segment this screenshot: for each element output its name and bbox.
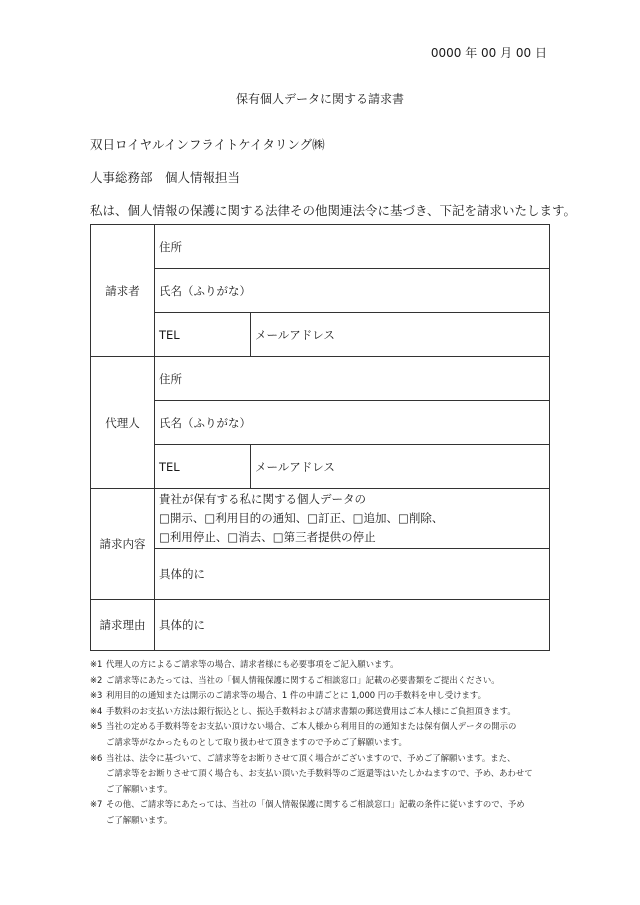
- requester-section-label: 請求者: [91, 225, 155, 357]
- request-options-line-3[interactable]: □利用停止、□消去、□第三者提供の停止: [159, 530, 376, 544]
- reason-section-label: 請求理由: [91, 600, 155, 651]
- request-details-field[interactable]: 具体的に: [155, 549, 550, 600]
- request-options-cell[interactable]: [155, 489, 550, 549]
- note-line: 手数料のお支払い方法は銀行振込とし、振込手数料および請求書類の郵送費用はご本人様にご負担頂きます。: [106, 705, 516, 716]
- note-mark: ※5: [90, 721, 103, 732]
- reason-details-field[interactable]: 具体的に: [155, 600, 550, 651]
- note-mark: ※2: [90, 674, 103, 685]
- note-line: ご請求等をお断りさせて頂く場合も、お支払い頂いた手数料等のご返還等はいたしかねますので、予め、あわせて: [106, 768, 533, 779]
- request-form-table: [90, 224, 550, 651]
- note-item: [90, 688, 560, 704]
- note-mark: ※4: [90, 705, 103, 716]
- note-item: [90, 797, 560, 828]
- note-line: 当社の定める手数料等をお支払い頂けない場合、ご本人様から利用目的の通知または保有個人データの開示の: [106, 721, 517, 732]
- recipient-department: 人事総務部 個人情報担当: [90, 170, 241, 185]
- agent-name-field[interactable]: 氏名（ふりがな）: [155, 401, 550, 445]
- note-item: [90, 673, 560, 689]
- intro-statement: 私は、個人情報の保護に関する法律その他関連法令に基づき、下記を請求いたします。: [90, 203, 577, 218]
- agent-section-label: 代理人: [91, 357, 155, 489]
- document-date: 0000 年 00 月 00 日: [430, 46, 547, 60]
- agent-address-field[interactable]: 住所: [155, 357, 550, 401]
- note-line: その他、ご請求等にあたっては、当社の「個人情報保護に関するご相談窓口」記載の条件に従いますので、予め: [106, 799, 525, 810]
- request-options-line-1: 貴社が保有する私に関する個人データの: [159, 492, 366, 506]
- note-item: [90, 719, 560, 750]
- note-line: ご了解願います。: [106, 783, 173, 794]
- requester-address-field[interactable]: 住所: [155, 225, 550, 269]
- note-mark: ※1: [90, 659, 103, 669]
- note-line: ご請求等がなかったものとして取り扱わせて頂きますので予めご了解願います。: [106, 736, 407, 747]
- notes-list: [90, 657, 560, 829]
- note-line: ご請求等にあたっては、当社の「個人情報保護に関するご相談窓口」記載の必要書類をご提出ください。: [106, 674, 500, 685]
- request-options-line-2[interactable]: □開示、□利用目的の通知、□訂正、□追加、□削除、: [159, 511, 444, 525]
- note-mark: ※7: [90, 799, 103, 810]
- note-line: 代理人の方によるご請求等の場合、請求者様にも必要事項をご記入願います。: [106, 659, 399, 669]
- request-section-label: 請求内容: [91, 489, 155, 600]
- note-item: [90, 751, 560, 798]
- note-item: [90, 704, 560, 720]
- agent-email-field[interactable]: メールアドレス: [251, 445, 550, 489]
- note-mark: ※3: [90, 690, 103, 701]
- note-line: 当社は、法令に基づいて、ご請求等をお断りさせて頂く場合がございますので、予めご了解願います。また、: [106, 752, 516, 763]
- document-title: 保有個人データに関する請求書: [235, 92, 404, 106]
- note-line: 利用目的の通知または開示のご請求等の場合、1 件の申請ごとに 1,000 円の手数料を申し受けます。: [106, 690, 486, 701]
- note-line: ご了解願います。: [106, 814, 173, 825]
- recipient-company: 双日ロイヤルインフライトケイタリング㈱: [90, 137, 325, 152]
- note-item: [90, 657, 560, 673]
- requester-email-field[interactable]: メールアドレス: [251, 313, 550, 357]
- requester-tel-field[interactable]: TEL: [155, 313, 251, 357]
- agent-tel-field[interactable]: TEL: [155, 445, 251, 489]
- requester-name-field[interactable]: 氏名（ふりがな）: [155, 269, 550, 313]
- note-mark: ※6: [90, 752, 103, 763]
